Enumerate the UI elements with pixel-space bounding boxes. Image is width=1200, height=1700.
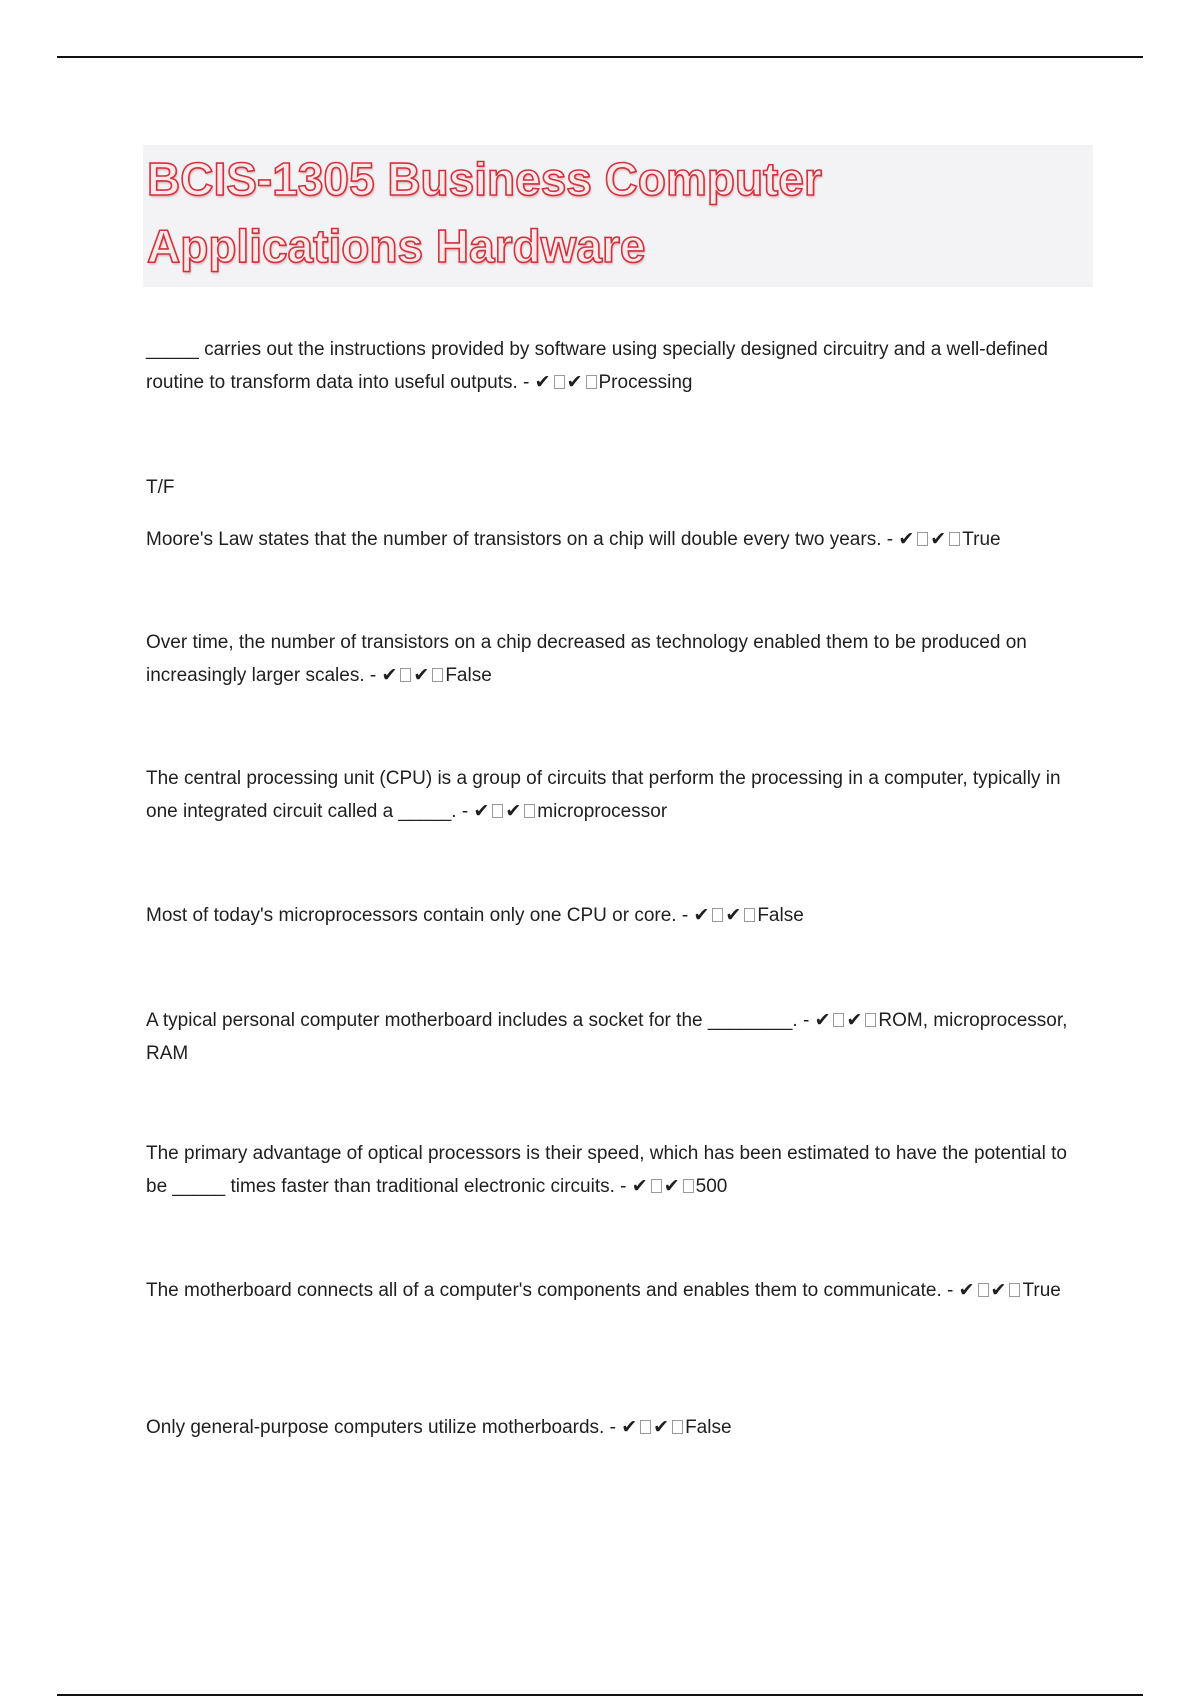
box-icon: [640, 1420, 651, 1434]
document-title-line-2: Applications Hardware: [147, 220, 646, 272]
box-icon: [865, 1013, 876, 1027]
bottom-rule: [57, 1694, 1143, 1696]
question-text: Only general-purpose computers utilize motherboards. -: [146, 1417, 622, 1438]
qa-item-3: [146, 627, 1086, 692]
check-mark-icon: ✔: [534, 371, 551, 393]
check-mark-icon: ✔: [653, 1417, 670, 1438]
check-mark-icon: ✔: [930, 529, 947, 550]
box-icon: [672, 1420, 683, 1434]
answer-text: False: [445, 664, 492, 686]
qa-item-2: [146, 524, 1086, 557]
qa-item-4: [146, 763, 1086, 828]
box-icon: [949, 532, 960, 546]
check-mark-icon: ✔: [381, 664, 398, 686]
check-mark-icon: ✔: [958, 1280, 975, 1301]
check-mark-icon: ✔: [693, 905, 710, 926]
box-icon: [554, 375, 565, 389]
check-mark-icon: ✔: [621, 1417, 638, 1438]
question-text: A typical personal computer motherboard includes a socket for the ________. -: [146, 1010, 815, 1031]
qa-item-8: [146, 1275, 1086, 1308]
answer-text: Processing: [598, 371, 693, 393]
answer-text: True: [962, 529, 1001, 550]
box-icon: [1009, 1283, 1020, 1297]
check-mark-icon: ✔: [990, 1280, 1007, 1301]
qa-item-9: [146, 1412, 1086, 1445]
box-icon: [400, 668, 411, 682]
question-text: The motherboard connects all of a computer's components and enables them to communicate. -: [146, 1280, 959, 1301]
qa-item-7: [146, 1138, 1086, 1203]
question-text: The central processing unit (CPU) is a group of circuits that perform the processing in a computer, typically in one integrated circuit called a _____. -: [146, 768, 1061, 822]
box-icon: [524, 804, 535, 818]
qa-item-6: [146, 1005, 1086, 1070]
check-mark-icon: ✔: [566, 371, 583, 393]
box-icon: [432, 668, 443, 682]
qa-item-5: [146, 900, 1086, 933]
check-mark-icon: ✔: [814, 1010, 831, 1031]
answer-text: False: [685, 1417, 732, 1438]
document-title-line-1: BCIS-1305 Business Computer: [147, 153, 822, 205]
check-mark-icon: ✔: [898, 529, 915, 550]
box-icon: [744, 908, 755, 922]
answer-text: ROM, microprocessor, RAM: [146, 1010, 1068, 1064]
title-banner: [143, 145, 1093, 287]
question-text: _____ carries out the instructions provided by software using specially designed circuitry and a well-defined routine to transform data into useful outputs. -: [146, 339, 1048, 393]
question-text: The primary advantage of optical processors is their speed, which has been estimated to have the potential to be _____ times faster than traditional electronic circuits. -: [146, 1143, 1067, 1197]
check-mark-icon: ✔: [505, 800, 522, 822]
box-icon: [978, 1283, 989, 1297]
box-icon: [492, 804, 503, 818]
question-text: Most of today's microprocessors contain only one CPU or core. -: [146, 905, 694, 926]
question-text: Over time, the number of transistors on a chip decreased as technology enabled them to be produced on increasingly larger scales. -: [146, 632, 1027, 686]
answer-text: 500: [695, 1175, 728, 1197]
box-icon: [683, 1179, 694, 1193]
qa-item-1: [146, 334, 1086, 399]
check-mark-icon: ✔: [631, 1175, 648, 1197]
box-icon: [712, 908, 723, 922]
question-text: Moore's Law states that the number of transistors on a chip will double every two years. -: [146, 529, 899, 550]
check-mark-icon: ✔: [846, 1010, 863, 1031]
check-mark-icon: ✔: [663, 1175, 680, 1197]
box-icon: [833, 1013, 844, 1027]
box-icon: [586, 375, 597, 389]
answer-text: microprocessor: [537, 800, 668, 822]
answer-text: False: [757, 905, 804, 926]
check-mark-icon: ✔: [413, 664, 430, 686]
check-mark-icon: ✔: [725, 905, 742, 926]
answer-text: True: [1022, 1280, 1061, 1301]
box-icon: [917, 532, 928, 546]
check-mark-icon: ✔: [473, 800, 490, 822]
section-label: T/F: [146, 477, 175, 498]
top-rule: [57, 56, 1143, 58]
box-icon: [651, 1179, 662, 1193]
